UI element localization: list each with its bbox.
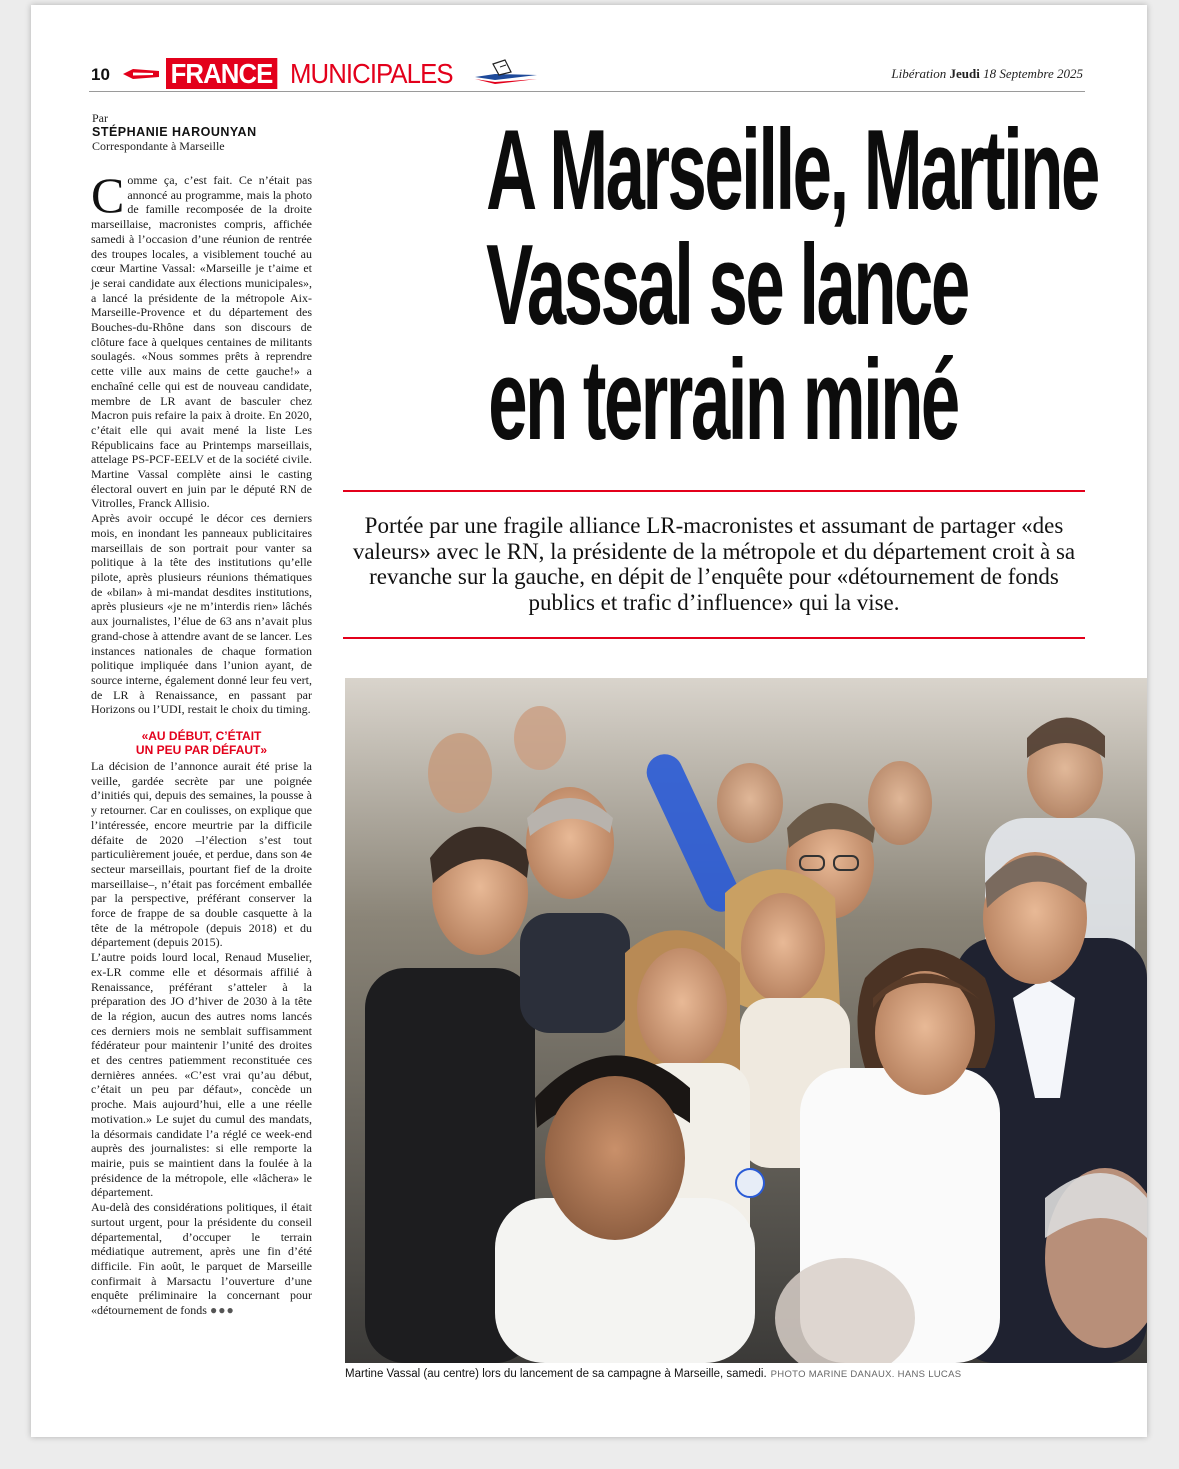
page-number: 10 (91, 65, 110, 84)
publication-date: Libération Jeudi 18 Septembre 2025 (891, 66, 1083, 81)
author-name: STÉPHANIE HAROUNYAN (92, 125, 257, 139)
intertitle: «AU DÉBUT, C’ÉTAIT UN PEU PAR DÉFAUT» (135, 729, 268, 758)
byline (92, 111, 322, 153)
paragraph-5: Au-delà des considérations politiques, il était surtout urgent, pour la présidente du conseil départemental, d’occuper le terrain médiatique autrement, après une fin d’été difficile. Fin août, le parquet de Marseille confirmait à Marsactu l’ouverture d’une enquête préliminaire la concernant pour «détournement de fonds ●●● (91, 1200, 312, 1318)
caption-text: Martine Vassal (au centre) lors du lancement de sa campagne à Marseille, samedi. (345, 1368, 767, 1380)
author-role: Correspondante à Marseille (92, 139, 225, 153)
header-divider (89, 91, 1085, 92)
drop-cap: C (91, 167, 125, 223)
continued-marker: ●●● (209, 1303, 235, 1318)
newspaper-page (31, 5, 1147, 1437)
photo-credit: PHOTO MARINE DANAUX. HANS LUCAS (770, 1369, 962, 1380)
standfirst-top-rule (343, 490, 1085, 492)
paragraph-1: Comme ça, c’est fait. Ce n’était pas annoncé au programme, mais la photo de famille recomposée de la droite marseillaise, macronistes compris, affichée samedi à l’occasion d’une réunion de rentrée des troupes locales, a visiblement touché au cœur Martine Vassal: «Marseille je t’aime et je serai candidate aux élections municipales», a lancé la présidente de la métropole Aix-Marseille-Provence et du département des Bouches-du-Rhône dans son discours de clôture face à quelques centaines de militants soulagés. «Nous sommes prêts à reprendre cette ville aux mains de cette gauche!» a enchaîné celle qui est de nouveau candidate, membre de LR avant de basculer chez Macron puis refaire la paix à droite. En 2020, c’était elle qui avait mené la liste Les Républicains face au Printemps marseillais, attelage PS-PCF-EELV et de la société civile. Martine Vassal complète ainsi le casting électoral ouvert en juin par le député RN de Vitrolles, Franck Allisio. (91, 167, 312, 511)
ballot-box-icon (475, 58, 537, 88)
section-label: FRANCE (166, 58, 277, 89)
rubric-label: MUNICIPALES (290, 58, 453, 89)
standfirst-bottom-rule (343, 637, 1085, 639)
headline-line-3: en terrain miné (488, 337, 958, 464)
crowd-photo-illustration (345, 678, 1147, 1363)
page-header (89, 57, 1085, 91)
paragraph-2: Après avoir occupé le décor ces derniers mois, en inondant les panneaux publicitaires marseillais de son portrait pour vanter sa politique à la tête des institutions qu’elle pilote, après plusieurs réunions thématiques de «bilan» à mi-mandat desdites institutions, après plusieurs «je ne m’interdis rien» lâchés aux journalistes, l’élue de 63 ans n’avait plus grand-chose à attendre avant de se lancer. Les instances nationales de chaque formation politique impliquée dans l’union ayant, de source interne, également donné leur feu vert, de LR à Renaissance, en passant par Horizons ou l’UDI, restait le choix du timing. (91, 511, 312, 717)
paragraph-3: La décision de l’annonce aurait été prise la veille, gardée secrète par une poignée d’initiés qui, depuis des semaines, la pousse à y retourner. Car en coulisses, on explique que l’intéressée, encore meurtrie par la difficile défaite de 2020 –l’élection s’est tout particulièrement jouée, et perdue, dans son 4e secteur marseillais, pourtant fief de la droite marseillaise–, n’était pas forcément emballée par la perspective, préférant conserver la force de frappe de sa double casquette à la tête de la métropole (depuis 2018) et du département (depuis 2015). (91, 759, 312, 950)
byline-prefix: Par (92, 111, 108, 125)
headline-line-2: Vassal se lance (486, 222, 968, 349)
article-body (91, 167, 312, 1318)
photo-caption (345, 1368, 1085, 1380)
headline (486, 107, 1098, 464)
standfirst: Portée par une fragile alliance LR-macronistes et assumant de partager «des valeurs» avec le RN, la présidente de la métropole et du département croit à sa revanche sur la gauche, en dépit de l’enquête pour «détournement de fonds publics et trafic d’influence» qui la vise. (352, 513, 1076, 615)
headline-line-1: A Marseille, Martine (486, 107, 1098, 234)
red-arrow-icon (123, 68, 159, 80)
paragraph-4: L’autre poids lourd local, Renaud Muselier, ex-LR comme elle et désormais affilié à Renaissance, préférant s’atteler à la préparation des JO d’hiver de 2030 à la tête de la région, aucun des autres noms lancés ces derniers mois ne semblait suffisamment fédérateur pour maintenir l’unité des droites et des centres patiemment reconstituée ces dernières années. «C’est vrai qu’au début, c’était un peu par défaut», concède un proche. Mais aujourd’hui, elle a une réelle motivation.» Le sujet du cumul des mandats, la désormais candidate l’a réglé ce week-end auprès des journalistes: si elle remporte la mairie, puis se maintient dans la foulée à la présidence de la métropole, elle «lâchera» le département. (91, 950, 312, 1200)
article-photo (345, 678, 1147, 1363)
